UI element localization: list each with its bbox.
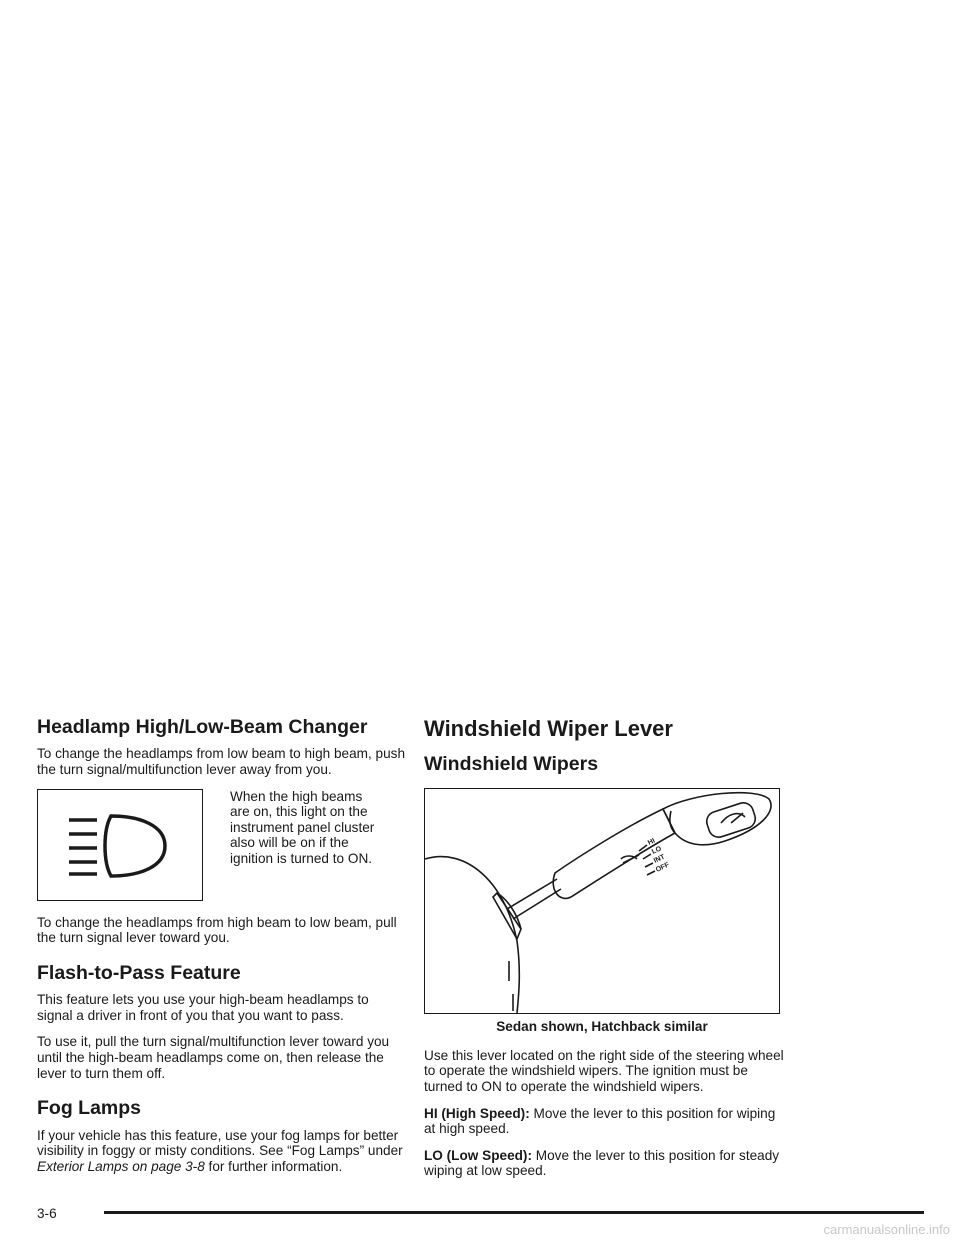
- flash-para-1: This feature lets you use your high-beam headlamps to signal a driver in front of you that you want to pass.: [37, 992, 369, 1023]
- high-beam-icon: [65, 810, 175, 880]
- wiper-lever-illustration: [425, 789, 779, 1013]
- fog-para: [37, 1128, 407, 1175]
- high-beam-indicator-box: [37, 789, 203, 901]
- wiper-para-1: Use this lever located on the right side of the steering wheel to operate the windshield wipers. The ignition must be turned to ON to operate the windshield wipers.: [424, 1047, 784, 1094]
- wiper-label-off: OFF: [654, 861, 671, 874]
- wiper-label-int: INT: [652, 853, 667, 865]
- hi-speed-text: Move the lever to this position for wiping at high speed.: [424, 1105, 776, 1137]
- high-beam-indicator-row: [37, 789, 407, 901]
- hi-speed-term: HI (High Speed):: [424, 1105, 530, 1121]
- flash-para-2: To use it, pull the turn signal/multifunction lever toward you until the high-beam headlamps come on, then release the lever to turn them off.: [37, 1034, 390, 1081]
- lo-speed-para: [424, 1148, 784, 1179]
- watermark: carmanualsonline.info: [823, 1222, 950, 1237]
- headlamp-heading: Headlamp High/Low-Beam Changer: [37, 716, 368, 738]
- wiper-label-hi: HI: [646, 837, 657, 847]
- wiper-label-lo: LO: [650, 845, 663, 856]
- high-beam-indicator-text: [230, 789, 380, 901]
- fog-text-end: for further information.: [204, 1158, 343, 1174]
- fog-text-start: If your vehicle has this feature, use your fog lamps for better visibility in foggy or misty conditions. See “Fog Lamps” under: [37, 1127, 403, 1159]
- page-number: 3-6: [37, 1206, 57, 1221]
- wiper-lever-heading: Windshield Wiper Lever: [424, 716, 673, 741]
- fog-reference-link[interactable]: Exterior Lamps on page 3-8: [37, 1158, 205, 1174]
- left-column: [37, 716, 407, 1185]
- lo-speed-term: LO (Low Speed):: [424, 1147, 532, 1163]
- windshield-wipers-heading: Windshield Wipers: [424, 753, 599, 776]
- wiper-lever-figure: [424, 788, 780, 1014]
- right-column: [424, 716, 784, 1190]
- figure-caption: Sedan shown, Hatchback similar: [496, 1018, 708, 1034]
- fog-lamps-heading: Fog Lamps: [37, 1097, 142, 1120]
- hi-speed-para: [424, 1106, 784, 1137]
- icon-description: When the high beams are on, this light on the instrument panel cluster also will be on if the ignition is turned to ON.: [230, 788, 375, 866]
- headlamp-para-2: To change the headlamps from high beam to low beam, pull the turn signal lever toward you.: [37, 914, 397, 946]
- headlamp-para-1: To change the headlamps from low beam to high beam, push the turn signal/multifunction lever away from you.: [37, 746, 406, 778]
- footer-rule: [104, 1211, 924, 1214]
- flash-to-pass-heading: Flash-to-Pass Feature: [37, 961, 241, 984]
- lo-speed-text: Move the lever to this position for steady wiping at low speed.: [424, 1147, 780, 1179]
